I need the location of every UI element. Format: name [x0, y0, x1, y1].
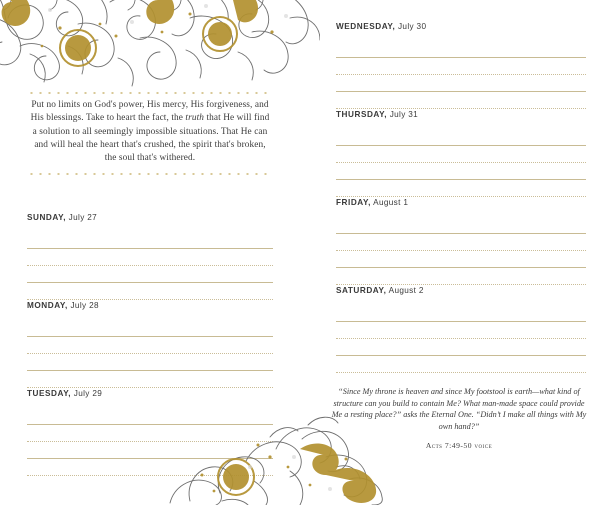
day-date: July 29: [73, 389, 103, 398]
day-label-saturday: [336, 286, 586, 296]
writing-line[interactable]: [27, 459, 273, 476]
writing-line[interactable]: [336, 339, 586, 356]
writing-lines-sunday[interactable]: [27, 232, 273, 300]
writing-line[interactable]: [27, 354, 273, 371]
writing-line[interactable]: [336, 129, 586, 146]
day-date: July 27: [68, 213, 98, 222]
day-date: July 28: [70, 301, 99, 310]
writing-line[interactable]: [27, 249, 273, 266]
writing-line[interactable]: [336, 234, 586, 251]
day-weekday: FRIDAY,: [336, 198, 371, 207]
writing-lines-tuesday[interactable]: [27, 408, 273, 476]
writing-lines-saturday[interactable]: [336, 305, 586, 373]
writing-line[interactable]: [336, 180, 586, 197]
writing-line[interactable]: [336, 146, 586, 163]
scripture-quote: “Since My throne is heaven and since My footstool is earth—what kind of structure can you build to contain Me? What man-made space could provide Me a resting place?” asks the Eternal One. “Didn’t I make all things with My own hand?”: [331, 387, 587, 431]
writing-lines-thursday[interactable]: [336, 129, 586, 197]
writing-line[interactable]: [336, 41, 586, 58]
writing-line[interactable]: [27, 232, 273, 249]
writing-line[interactable]: [336, 58, 586, 75]
day-label-wednesday: [336, 22, 586, 32]
day-weekday: TUESDAY,: [27, 389, 72, 398]
day-date: August 1: [373, 198, 409, 207]
day-entry-sunday: [27, 213, 273, 300]
day-entry-monday: [27, 301, 273, 388]
day-date: August 2: [388, 286, 424, 295]
day-weekday: THURSDAY,: [336, 110, 388, 119]
writing-line[interactable]: [336, 356, 586, 373]
devotional-italic-word: truth: [185, 113, 205, 124]
writing-lines-monday[interactable]: [27, 320, 273, 388]
day-date: July 30: [397, 22, 427, 31]
writing-line[interactable]: [27, 442, 273, 459]
day-label-sunday: [27, 213, 273, 223]
writing-line[interactable]: [27, 283, 273, 300]
day-entry-wednesday: [336, 22, 586, 109]
writing-line[interactable]: [336, 75, 586, 92]
devotional-block: [27, 88, 273, 175]
day-weekday: SATURDAY,: [336, 286, 387, 295]
day-entry-thursday: [336, 110, 586, 197]
scripture-block: [330, 378, 588, 450]
writing-line[interactable]: [27, 425, 273, 442]
day-label-monday: [27, 301, 273, 311]
scripture-reference: Acts 7:49-50 voice: [425, 440, 493, 450]
dotted-rule-bottom: [27, 169, 273, 175]
dotted-rule-top: [27, 88, 273, 94]
day-entry-tuesday: [27, 389, 273, 476]
day-weekday: WEDNESDAY,: [336, 22, 396, 31]
writing-line[interactable]: [336, 305, 586, 322]
writing-line[interactable]: [27, 408, 273, 425]
day-entry-saturday: [336, 286, 586, 373]
day-weekday: SUNDAY,: [27, 213, 67, 222]
day-date: July 31: [389, 110, 419, 119]
writing-line[interactable]: [27, 320, 273, 337]
writing-line[interactable]: [27, 337, 273, 354]
left-page-column: [0, 0, 300, 497]
devotional-text: Put no limits on God's power, His mercy, His forgiveness, and His blessings. Take to heart the fact, the truth that He will find a solution to all seemingly impossible situations. That He can and will heal the heart that's crushed, the spirit that's broken, the soul that's withered.: [30, 100, 270, 164]
writing-lines-friday[interactable]: [336, 217, 586, 285]
writing-line[interactable]: [336, 163, 586, 180]
writing-line[interactable]: [336, 268, 586, 285]
day-label-friday: [336, 198, 586, 208]
writing-line[interactable]: [336, 251, 586, 268]
writing-line[interactable]: [336, 217, 586, 234]
day-label-thursday: [336, 110, 586, 120]
writing-lines-wednesday[interactable]: [336, 41, 586, 109]
day-weekday: MONDAY,: [27, 301, 68, 310]
day-label-tuesday: [27, 389, 273, 399]
writing-line[interactable]: [27, 266, 273, 283]
writing-line[interactable]: [27, 371, 273, 388]
day-entry-friday: [336, 198, 586, 285]
writing-line[interactable]: [336, 322, 586, 339]
writing-line[interactable]: [336, 92, 586, 109]
